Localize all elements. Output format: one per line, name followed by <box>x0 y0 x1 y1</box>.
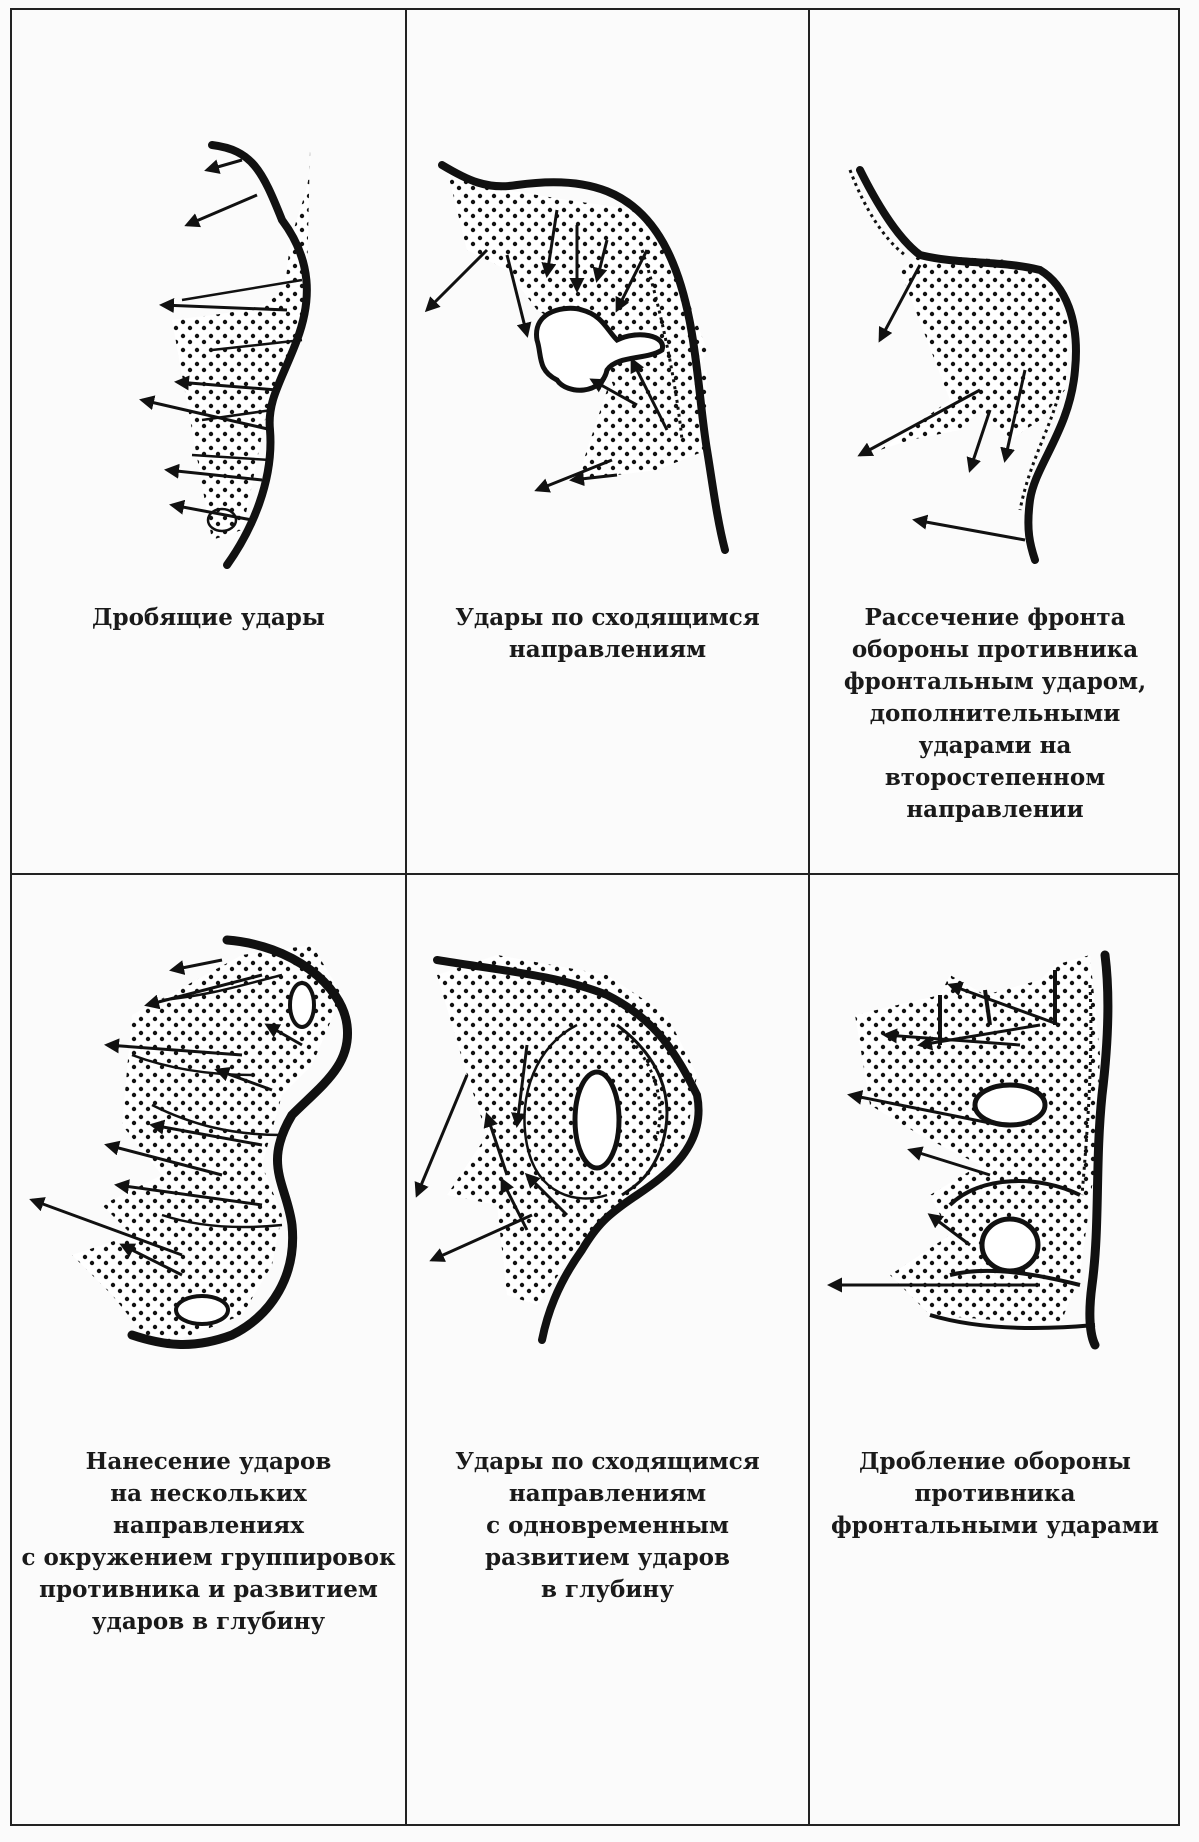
panel-5-diagram <box>407 875 808 1415</box>
panel-converging-strikes <box>407 10 808 873</box>
panel-2-diagram <box>407 10 808 610</box>
panel-1-caption: Дробящие удары <box>92 604 325 631</box>
panel-6-diagram <box>810 875 1180 1415</box>
panel-front-dissection <box>810 10 1180 873</box>
panel-1-diagram <box>12 10 405 610</box>
panel-5-caption: Удары по сходящимся направлениям с одновременным развитием ударов в глубину <box>455 1448 760 1603</box>
panel-crushing-strikes <box>12 10 405 873</box>
panel-2-caption: Удары по сходящимся направлениям <box>455 604 760 663</box>
panel-converging-depth <box>407 875 808 1826</box>
panel-3-diagram <box>810 10 1180 610</box>
panel-4-caption: Нанесение ударов на нескольких направлениях с окружением группировок противника и развитием ударов в глубину <box>21 1448 396 1635</box>
panel-3-caption: Рассечение фронта обороны противника фронтальным ударом, дополнительными ударами на второстепенном направлении <box>843 604 1147 823</box>
panel-multiple-directions <box>12 875 405 1826</box>
panel-4-diagram <box>12 875 405 1415</box>
panel-frontal-crushing <box>810 875 1180 1826</box>
panel-6-caption: Дробление обороны противника фронтальными ударами <box>831 1448 1159 1539</box>
